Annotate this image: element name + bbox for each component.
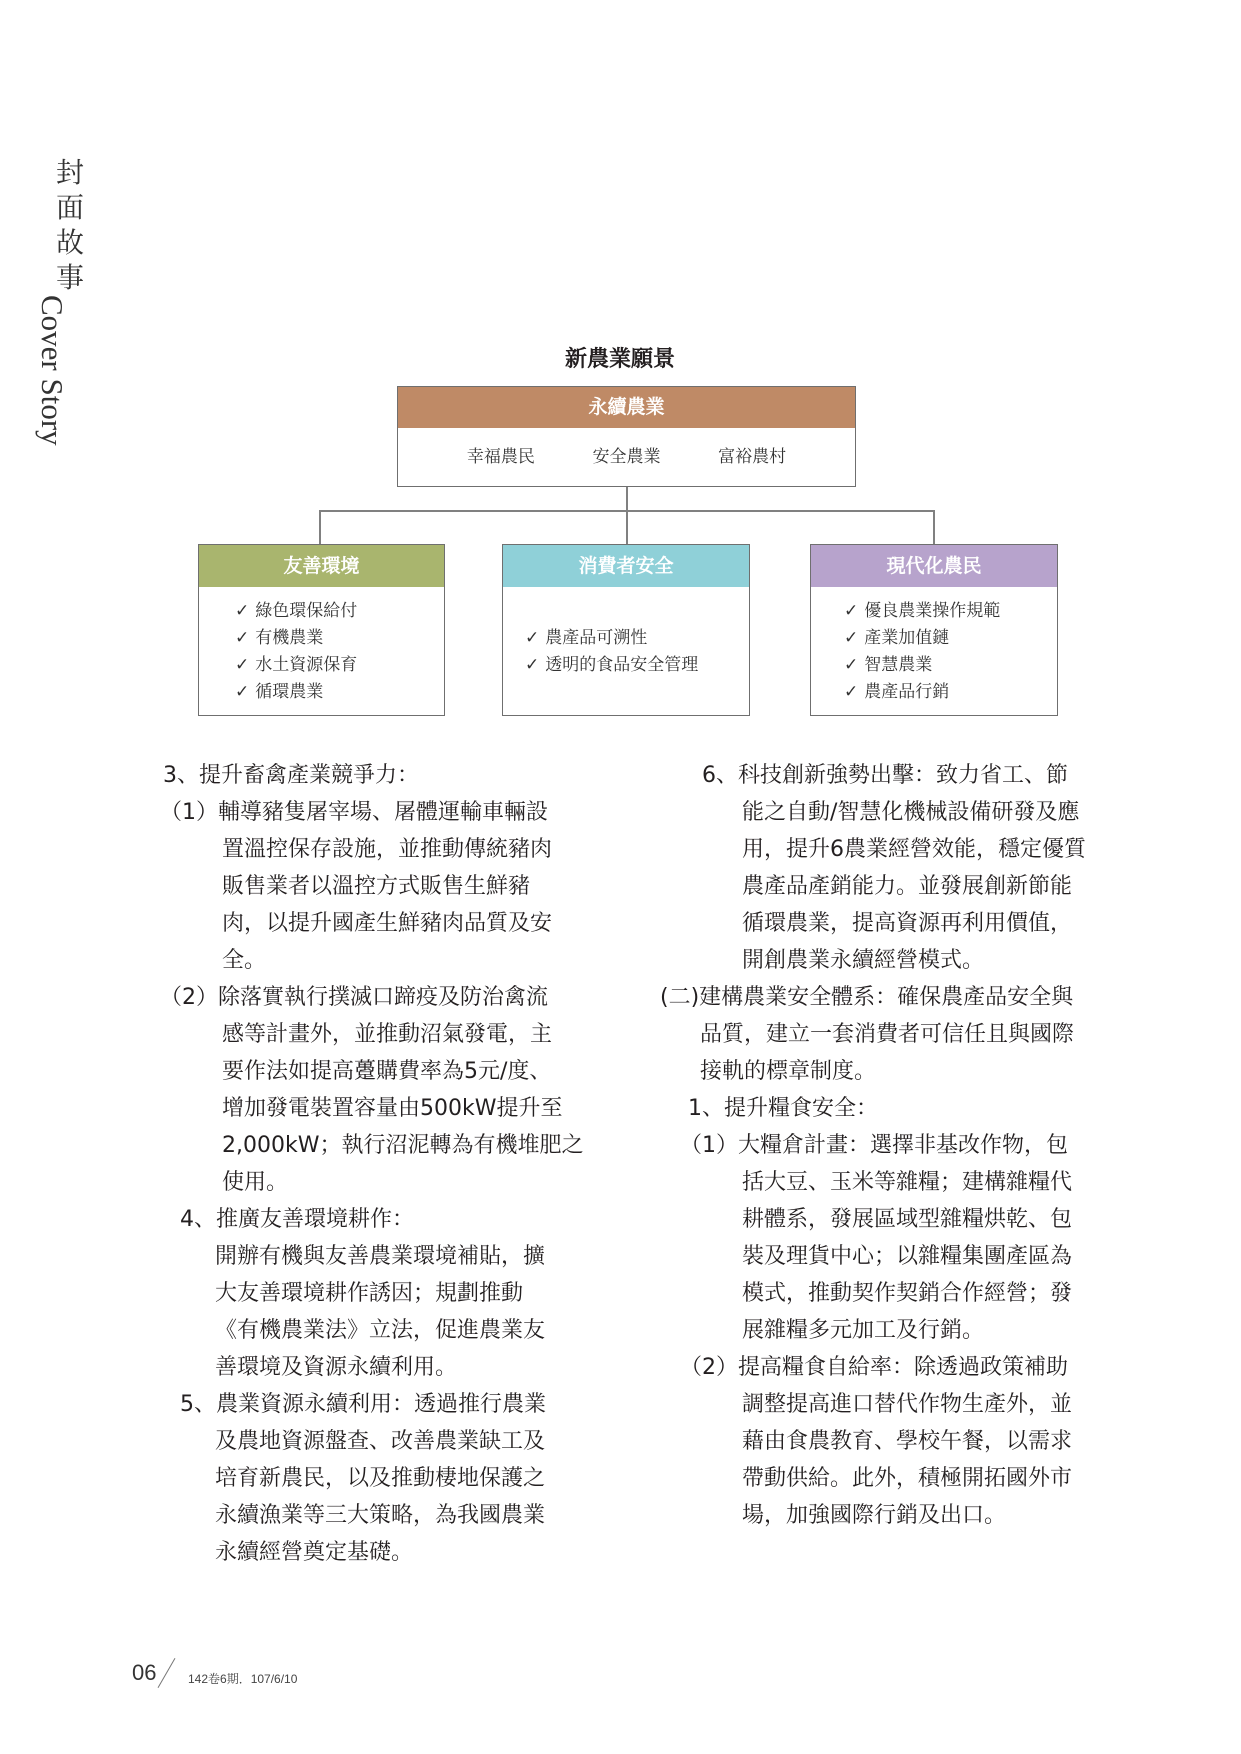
vision-top-item: 安全農業 xyxy=(592,447,661,467)
text-line: 展雜糧多元加工及行銷。 xyxy=(742,1318,985,1343)
section-label xyxy=(35,155,90,446)
text-line: 用，提升6農業經營效能，穩定優質 xyxy=(742,837,1086,862)
section-char: 故 xyxy=(55,226,84,259)
text-line: 循環農業，提高資源再利用價值， xyxy=(742,911,1073,936)
section-char: 事 xyxy=(55,261,84,294)
section-label-en: Cover Story xyxy=(35,295,70,446)
check-icon: ✓ xyxy=(525,655,540,675)
check-icon: ✓ xyxy=(844,655,859,675)
connector-line xyxy=(933,510,935,544)
text-line: 肉，以提升國產生鮮豬肉品質及安 xyxy=(222,911,553,936)
vision-top-items xyxy=(398,428,855,486)
text-line: 販售業者以溫控方式販售生鮮豬 xyxy=(222,874,531,899)
text-line: 《有機農業法》立法，促進農業友 xyxy=(215,1318,546,1343)
text-line: 接軌的標章制度。 xyxy=(700,1059,877,1084)
check-icon: ✓ xyxy=(525,628,540,648)
text-line: 耕體系，發展區域型雜糧烘乾、包 xyxy=(742,1207,1073,1232)
text-line: 善環境及資源永續利用。 xyxy=(215,1355,458,1380)
text-line: （2）提高糧食自給率：除透過政策補助 xyxy=(680,1355,1068,1380)
text-line: 模式，推動契作契銷合作經營；發 xyxy=(742,1281,1073,1306)
pillar-item-text: 透明的食品安全管理 xyxy=(545,655,699,675)
connector-line xyxy=(319,510,321,544)
pillar-list xyxy=(525,625,698,679)
text-line: 永續漁業等三大策略，為我國農業 xyxy=(215,1503,546,1528)
pillar-item xyxy=(844,679,1000,706)
pillar-list xyxy=(844,598,1000,706)
check-icon: ✓ xyxy=(235,628,250,648)
pillar-box-environment xyxy=(198,544,445,716)
text-line: 帶動供給。此外，積極開拓國外市 xyxy=(742,1466,1073,1491)
pillar-header: 消費者安全 xyxy=(503,545,749,587)
check-icon: ✓ xyxy=(235,601,250,621)
section-char: 面 xyxy=(55,191,84,224)
check-icon: ✓ xyxy=(844,601,859,621)
text-line: 開辦有機與友善農業環境補貼，擴 xyxy=(215,1244,546,1269)
text-line: 要作法如提高躉購費率為5元/度、 xyxy=(222,1059,552,1084)
vision-top-box xyxy=(397,386,856,487)
pillar-item-text: 有機農業 xyxy=(255,628,324,648)
pillar-item xyxy=(525,625,698,652)
page-footer xyxy=(132,1660,298,1686)
text-line: 裝及理貨中心；以雜糧集團產區為 xyxy=(742,1244,1073,1269)
vision-top-item: 幸福農民 xyxy=(466,447,535,467)
pillar-item xyxy=(235,652,357,679)
text-line: （2）除落實執行撲滅口蹄疫及防治禽流 xyxy=(160,985,548,1010)
pillar-header: 現代化農民 xyxy=(811,545,1057,587)
section-char: 封 xyxy=(55,156,84,189)
connector-line xyxy=(626,510,628,544)
pillar-item xyxy=(844,625,1000,652)
text-line: 全。 xyxy=(222,948,267,973)
text-line: 括大豆、玉米等雜糧；建構雜糧代 xyxy=(742,1170,1073,1195)
text-line: 4、推廣友善環境耕作： xyxy=(180,1207,414,1232)
pillar-item-text: 水土資源保育 xyxy=(255,655,358,675)
text-line: 6、科技創新強勢出擊：致力省工、節 xyxy=(702,763,1068,788)
pillar-item-text: 農產品行銷 xyxy=(864,682,950,702)
text-line: 開創農業永續經營模式。 xyxy=(742,948,985,973)
check-icon: ✓ xyxy=(844,628,859,648)
text-line: 永續經營奠定基礎。 xyxy=(215,1540,414,1565)
text-line: （1）大糧倉計畫：選擇非基改作物，包 xyxy=(680,1133,1068,1158)
pillar-item xyxy=(235,625,357,652)
pillar-item-text: 綠色環保給付 xyxy=(255,601,358,621)
text-line: 使用。 xyxy=(222,1170,289,1195)
check-icon: ✓ xyxy=(235,655,250,675)
text-line: 能之自動/智慧化機械設備研發及應 xyxy=(742,800,1080,825)
text-line: 大友善環境耕作誘因；規劃推動 xyxy=(215,1281,524,1306)
text-line: 農產品產銷能力。並發展創新節能 xyxy=(742,874,1073,899)
pillar-item-text: 循環農業 xyxy=(255,682,324,702)
pillar-item-text: 產業加值鏈 xyxy=(864,628,950,648)
text-line: 置溫控保存設施，並推動傳統豬肉 xyxy=(222,837,553,862)
text-line: 感等計畫外，並推動沼氣發電，主 xyxy=(222,1022,553,1047)
divider xyxy=(158,1658,176,1688)
connector-line xyxy=(626,487,628,510)
text-line: 5、農業資源永續利用：透過推行農業 xyxy=(180,1392,546,1417)
text-line: 1、提升糧食安全： xyxy=(688,1096,878,1121)
pillar-box-modern-farmers xyxy=(810,544,1058,716)
pillar-list xyxy=(235,598,357,706)
text-line: 場，加強國際行銷及出口。 xyxy=(742,1503,1007,1528)
text-line: 調整提高進口替代作物生產外，並 xyxy=(742,1392,1073,1417)
pillar-item xyxy=(844,652,1000,679)
diagram-title: 新農業願景 xyxy=(564,347,675,372)
text-line: 培育新農民，以及推動棲地保護之 xyxy=(215,1466,546,1491)
check-icon: ✓ xyxy=(844,682,859,702)
pillar-item-text: 智慧農業 xyxy=(864,655,933,675)
check-icon: ✓ xyxy=(235,682,250,702)
text-line: 2,000kW；執行沼泥轉為有機堆肥之 xyxy=(222,1133,584,1158)
pillar-item xyxy=(235,598,357,625)
issue-info: 142卷6期．107/6/10 xyxy=(188,1672,298,1686)
text-line: (二)建構農業安全體系：確保農產品安全與 xyxy=(660,985,1074,1010)
text-line: 藉由食農教育、學校午餐，以需求 xyxy=(742,1429,1073,1454)
vision-top-item: 富裕農村 xyxy=(718,447,787,467)
page-number: 06 xyxy=(132,1660,157,1685)
pillar-box-consumer-safety xyxy=(502,544,750,716)
text-line: 及農地資源盤查、改善農業缺工及 xyxy=(215,1429,546,1454)
text-line: 品質，建立一套消費者可信任且與國際 xyxy=(700,1022,1075,1047)
pillar-item-text: 優良農業操作規範 xyxy=(864,601,1001,621)
text-line: 3、提升畜禽產業競爭力： xyxy=(163,763,419,788)
pillar-item xyxy=(844,598,1000,625)
vision-top-header: 永續農業 xyxy=(398,387,855,428)
pillar-item-text: 農產品可溯性 xyxy=(545,628,648,648)
text-line: 增加發電裝置容量由500kW提升至 xyxy=(222,1096,563,1121)
pillar-item xyxy=(525,652,698,679)
pillar-header: 友善環境 xyxy=(199,545,444,587)
pillar-item xyxy=(235,679,357,706)
text-line: （1）輔導豬隻屠宰場、屠體運輸車輛設 xyxy=(160,800,548,825)
